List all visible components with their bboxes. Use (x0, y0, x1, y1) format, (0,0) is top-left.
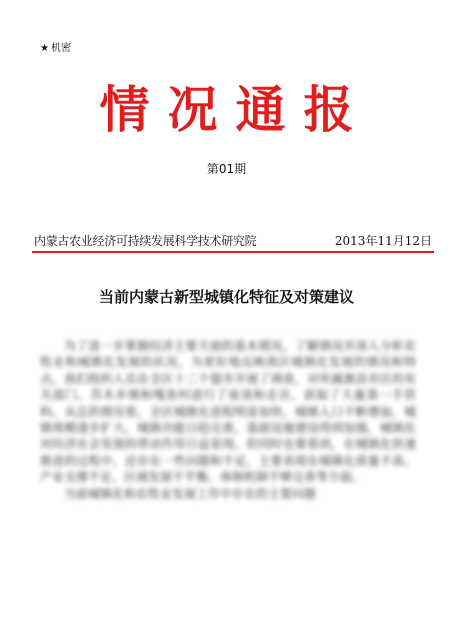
article-title: 当前内蒙古新型城镇化特征及对策建议 (98, 288, 354, 306)
star-icon: ★ (40, 43, 49, 54)
issue-number: 第01期 (206, 162, 247, 176)
issue-date: 2013年11月12日 (334, 234, 432, 248)
issuer-line (34, 232, 432, 248)
issuing-organization: 内蒙古农业经济可持续发展科学技术研究院 (34, 234, 257, 248)
red-divider (32, 251, 434, 253)
confidential-label: 机密 (50, 43, 71, 54)
body-paragraph: 为了进一步掌握经济主要方面的基本情况，了解情况并深入分析农牧业和城镇化发展的状况，为更好地反映我区城镇化发展的情况和特点，我们组织人员在全区十二个盟市开展了调查，对所属旗县市区的有关部门、苏木乡镇和嘎查村进行了座谈和走访，获取了大量第一手资料。从总的情况看，全区城镇化进程明显加快，城镇人口不断增加，城镇规模逐步扩大，城镇功能日趋完善，基础设施建设得到加强，城镇化对经济社会发展的带动作用日益显现。但同时也要看到，在城镇化快速推进的过程中，还存在一些问题和不足，主要表现在城镇化质量不高、产业支撑不足、区域发展不平衡、体制机制不够完善等方面。 (40, 339, 416, 485)
body-paragraph: 当前城镇化和农牧业发展工作中存在的主要问题 (64, 486, 317, 501)
article-body (40, 338, 416, 502)
masthead-title: 情况通报 (99, 80, 372, 139)
confidential-mark (40, 39, 71, 54)
